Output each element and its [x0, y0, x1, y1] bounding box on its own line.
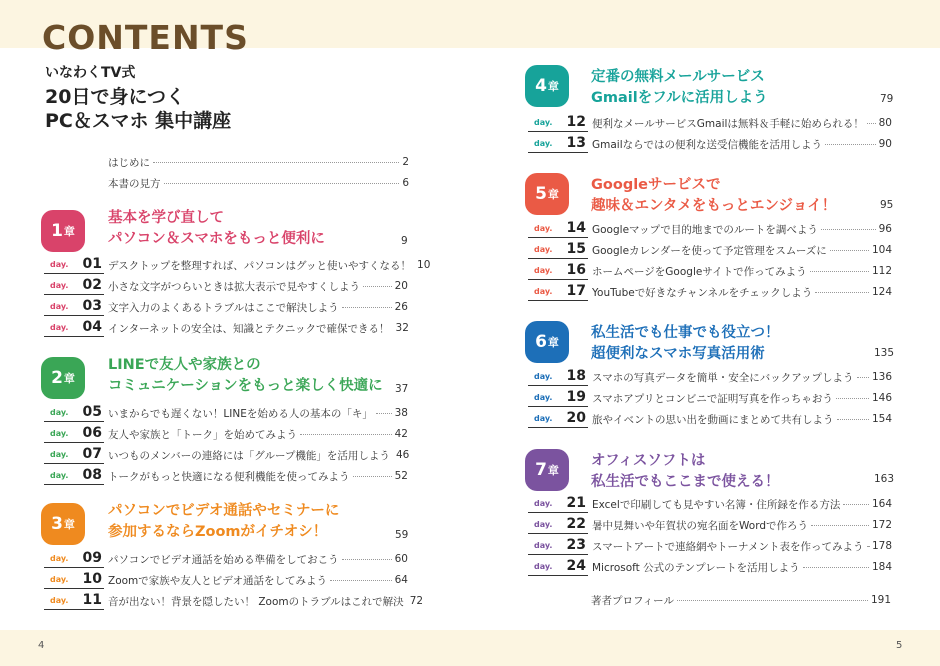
toc-entry-profile[interactable]: [591, 592, 891, 608]
chapter-page: 37: [395, 383, 409, 395]
chapter-number: 7: [535, 460, 547, 480]
entry-page: 10: [417, 259, 431, 271]
day-number: 12: [566, 114, 586, 130]
day-label: [528, 242, 588, 259]
dot-leader: [843, 504, 869, 505]
dot-leader: [342, 559, 392, 560]
entry-page: 72: [409, 595, 424, 607]
day-word: day.: [534, 393, 553, 402]
day-label: [528, 390, 588, 407]
entry-text: 旅やイベントの思い出を動画にまとめて共有しよう: [592, 413, 834, 426]
day-word: day.: [50, 408, 69, 417]
day-number: 23: [566, 537, 586, 553]
toc-entry-day[interactable]: [528, 263, 892, 279]
day-number: 05: [82, 404, 102, 420]
entry-page: 26: [394, 301, 408, 313]
book-title-line-2: 20日で身につく: [45, 86, 186, 108]
day-label: [44, 405, 104, 422]
day-label: [44, 426, 104, 443]
chapter-badge: [525, 449, 569, 491]
chapter-title-line-1: オフィスソフトは: [591, 453, 706, 469]
chapter-badge: [41, 210, 85, 252]
day-label: [528, 559, 588, 576]
day-word: day.: [534, 139, 553, 148]
day-label: [528, 517, 588, 534]
dot-leader: [811, 525, 869, 526]
chapter-title-line-1: 基本を学び直して: [108, 210, 224, 226]
day-label: [528, 263, 588, 280]
toc-entry-day[interactable]: [528, 221, 892, 237]
day-word: day.: [50, 450, 69, 459]
entry-page: 96: [878, 223, 892, 235]
chapter-title[interactable]: [591, 175, 836, 217]
chapter-suffix: 章: [63, 372, 75, 385]
chapter-badge: [525, 321, 569, 363]
day-word: day.: [50, 575, 69, 584]
chapter-number: 6: [535, 332, 547, 352]
day-word: day.: [534, 287, 553, 296]
entry-text: スマホの写真データを簡単・安全にバックアップしよう: [592, 371, 854, 384]
day-label: [528, 411, 588, 428]
day-number: 01: [82, 256, 102, 272]
day-word: day.: [534, 562, 553, 571]
entry-text: Excelで印刷しても見やすい名簿・住所録を作る方法: [592, 498, 841, 511]
chapter-title-line-2: Gmailをフルに活用しよう: [591, 90, 768, 106]
page-number-right: 5: [896, 640, 903, 651]
day-word: day.: [50, 596, 69, 605]
day-word: day.: [534, 266, 553, 275]
entry-text: はじめに: [108, 156, 150, 169]
chapter-title-line-2: コミュニケーションをもっと楽しく快適に: [108, 378, 383, 394]
toc-entry-day[interactable]: [528, 284, 892, 300]
entry-text: トークがもっと快適になる便利機能を使ってみよう: [108, 470, 350, 483]
chapter-title-line-2: 超便利なスマホ写真活用術: [591, 346, 765, 362]
chapter-number: 3: [51, 514, 63, 534]
entry-text: Zoomで家族や友人とビデオ通話をしてみよう: [108, 574, 328, 587]
dot-leader: [677, 600, 868, 601]
day-number: 18: [566, 368, 586, 384]
entry-text: ホームページをGoogleサイトで作ってみよう: [592, 265, 807, 278]
toc-entry-day[interactable]: [44, 551, 408, 567]
day-word: day.: [50, 302, 69, 311]
day-label: [44, 572, 104, 589]
entry-page: 104: [871, 244, 892, 256]
dot-leader: [857, 377, 869, 378]
toc-entry-day[interactable]: [44, 447, 408, 463]
day-number: 02: [82, 277, 102, 293]
chapter-page: 95: [880, 199, 894, 211]
chapter-page: 135: [874, 347, 895, 359]
entry-text: Microsoft 公式のテンプレートを活用しよう: [592, 561, 800, 574]
entry-page: 2: [402, 156, 409, 168]
day-label: [44, 593, 104, 610]
day-label: [44, 551, 104, 568]
chapter-title-line-1: LINEで友人や家族との: [108, 357, 261, 373]
dot-leader: [821, 229, 876, 230]
chapter-title[interactable]: [108, 355, 383, 397]
dot-leader: [810, 271, 869, 272]
entry-page: 172: [871, 519, 892, 531]
day-label: [44, 278, 104, 295]
dot-leader: [830, 250, 869, 251]
dot-leader: [867, 546, 869, 547]
entry-text: Googleマップで目的地までのルートを調べよう: [592, 223, 818, 236]
chapter-page: 59: [395, 529, 409, 541]
chapter-number: 4: [535, 76, 547, 96]
day-word: day.: [50, 323, 69, 332]
entry-page: 42: [394, 428, 408, 440]
chapter-suffix: 章: [547, 80, 559, 93]
entry-page: 6: [402, 177, 409, 189]
day-label: [528, 538, 588, 555]
chapter-title-line-1: 私生活でも仕事でも役立つ！: [591, 325, 780, 341]
entry-page: 146: [871, 392, 892, 404]
toc-entry-day[interactable]: [44, 320, 408, 336]
bottom-band: [0, 630, 940, 666]
entry-text: Googleカレンダーを使って予定管理をスムーズに: [592, 244, 827, 257]
day-number: 13: [566, 135, 586, 151]
chapter-title-line-2: 趣味＆エンタメをもっとエンジョイ！: [591, 198, 837, 214]
entry-text: 著者プロフィール: [591, 594, 674, 607]
day-word: day.: [534, 118, 553, 127]
day-label: [44, 320, 104, 337]
entry-page: 64: [394, 574, 408, 586]
dot-leader: [836, 398, 869, 399]
dot-leader: [363, 286, 392, 287]
chapter-title-line-2: 参加するならZoomがイチオシ！: [108, 524, 328, 540]
entry-text: 文字入力のよくあるトラブルはここで解決しよう: [108, 301, 339, 314]
day-word: day.: [534, 414, 553, 423]
entry-text: Gmailならではの便利な送受信機能を活用しよう: [592, 138, 823, 151]
day-label: [44, 468, 104, 485]
day-label: [44, 447, 104, 464]
entry-text: いつものメンバーの連絡には「グループ機能」を活用しよう: [108, 449, 390, 462]
day-word: day.: [534, 245, 553, 254]
day-number: 20: [566, 410, 586, 426]
chapter-suffix: 章: [547, 464, 559, 477]
day-number: 03: [82, 298, 102, 314]
day-word: day.: [534, 520, 553, 529]
day-label: [528, 369, 588, 386]
day-number: 15: [566, 241, 586, 257]
day-word: day.: [50, 471, 69, 480]
book-title-line-3: PC＆スマホ 集中講座: [45, 110, 232, 132]
day-word: day.: [50, 429, 69, 438]
chapter-suffix: 章: [63, 518, 75, 531]
chapter-title[interactable]: [591, 67, 768, 109]
entry-text: スマートアートで連絡網やトーナメント表を作ってみよう: [592, 540, 864, 553]
toc-entry-day[interactable]: [528, 538, 892, 554]
dot-leader: [803, 567, 869, 568]
chapter-suffix: 章: [547, 188, 559, 201]
toc-entry-day[interactable]: [44, 468, 408, 484]
chapter-title-line-2: パソコン＆スマホをもっと便利に: [108, 231, 325, 247]
day-number: 16: [566, 262, 586, 278]
chapter-page: 79: [880, 93, 894, 105]
toc-entry-day[interactable]: [528, 136, 892, 152]
toc-entry-how-to-read[interactable]: [108, 175, 409, 191]
day-word: day.: [50, 260, 69, 269]
day-number: 10: [82, 571, 102, 587]
chapter-badge: [525, 65, 569, 107]
entry-page: 80: [878, 117, 892, 129]
chapter-title[interactable]: [108, 208, 325, 250]
toc-entry-day[interactable]: [528, 115, 892, 131]
entry-page: 60: [394, 553, 408, 565]
chapter-page: 9: [401, 235, 408, 247]
toc-entry-day[interactable]: [44, 592, 424, 609]
chapter-suffix: 章: [63, 225, 75, 238]
entry-text: いまからでも遅くない！LINEを始める人の基本の「キ」: [108, 407, 373, 420]
chapter-title-line-2: 私生活でもここまで使える！: [591, 474, 780, 490]
entry-page: 52: [394, 470, 408, 482]
entry-text: 友人や家族と「トーク」を始めてみよう: [108, 428, 297, 441]
day-word: day.: [534, 224, 553, 233]
entry-page: 154: [871, 413, 892, 425]
day-number: 07: [82, 446, 102, 462]
chapter-title-line-1: 定番の無料メールサービス: [591, 69, 765, 85]
toc-entry-day[interactable]: [44, 572, 408, 588]
entry-text: 音が出ない！背景を隠したい！ Zoomのトラブルはこれで解決: [108, 595, 404, 608]
chapter-title[interactable]: [591, 323, 780, 365]
entry-page: 32: [395, 322, 409, 334]
toc-entry-day[interactable]: [44, 278, 408, 294]
chapter-title[interactable]: [591, 451, 780, 493]
day-number: 08: [82, 467, 102, 483]
chapter-number: 5: [535, 184, 547, 204]
toc-entry-day[interactable]: [44, 405, 408, 421]
entry-page: 112: [871, 265, 892, 277]
contents-heading: CONTENTS: [42, 18, 249, 57]
entry-page: 191: [870, 594, 891, 606]
dot-leader: [300, 434, 392, 435]
day-number: 21: [566, 495, 586, 511]
day-word: day.: [534, 541, 553, 550]
chapter-title-line-1: パソコンでビデオ通話やセミナーに: [108, 503, 340, 519]
entry-text: パソコンでビデオ通話を始める準備をしておこう: [108, 553, 339, 566]
entry-text: 小さな文字がつらいときは拡大表示で見やすくしよう: [108, 280, 360, 293]
toc-entry-intro[interactable]: [108, 154, 409, 170]
dot-leader: [164, 183, 400, 184]
toc-entry-day[interactable]: [528, 411, 892, 427]
day-label: [528, 136, 588, 153]
day-word: day.: [50, 554, 69, 563]
chapter-number: 1: [51, 221, 63, 241]
entry-text: デスクトップを整理すれば、パソコンはグッと使いやすくなる！: [108, 259, 412, 272]
dot-leader: [153, 162, 399, 163]
day-label: [44, 299, 104, 316]
toc-entry-day[interactable]: [528, 559, 892, 575]
day-number: 17: [566, 283, 586, 299]
day-label: [528, 115, 588, 132]
dot-leader: [825, 144, 876, 145]
day-word: day.: [50, 281, 69, 290]
entry-text: 本書の見方: [108, 177, 161, 190]
entry-page: 184: [871, 561, 892, 573]
page-number-left: 4: [38, 640, 45, 651]
day-label: [528, 496, 588, 513]
entry-text: インターネットの安全は、知識とテクニックで確保できる！: [108, 322, 390, 335]
toc-entry-day[interactable]: [528, 390, 892, 406]
day-number: 11: [82, 592, 102, 608]
entry-text: 便利なメールサービスGmailは無料＆手軽に始められる！: [592, 117, 864, 130]
chapter-badge: [525, 173, 569, 215]
entry-text: 暑中見舞いや年賀状の宛名面をWordで作ろう: [592, 519, 808, 532]
day-number: 22: [566, 516, 586, 532]
entry-page: 46: [395, 449, 410, 461]
dot-leader: [815, 292, 869, 293]
chapter-badge: [41, 503, 85, 545]
entry-page: 164: [871, 498, 892, 510]
toc-entry-day[interactable]: [528, 369, 892, 385]
dot-leader: [867, 123, 876, 124]
toc-entry-day[interactable]: [528, 517, 892, 533]
day-number: 06: [82, 425, 102, 441]
day-label: [528, 221, 588, 238]
day-word: day.: [534, 372, 553, 381]
toc-entry-day[interactable]: [44, 426, 408, 442]
book-title-line-1: いなわくTV式: [45, 65, 136, 81]
dot-leader: [353, 476, 392, 477]
chapter-suffix: 章: [547, 336, 559, 349]
entry-page: 124: [871, 286, 892, 298]
chapter-number: 2: [51, 368, 63, 388]
dot-leader: [330, 580, 392, 581]
entry-page: 178: [871, 540, 892, 552]
day-label: [528, 284, 588, 301]
day-label: [44, 257, 104, 274]
day-number: 24: [566, 558, 586, 574]
entry-page: 20: [394, 280, 408, 292]
day-number: 04: [82, 319, 102, 335]
chapter-title[interactable]: [108, 501, 339, 543]
chapter-title-line-1: Googleサービスで: [591, 177, 721, 193]
toc-entry-day[interactable]: [44, 256, 431, 273]
entry-text: スマホアプリとコンビニで証明写真を作っちゃおう: [592, 392, 833, 405]
toc-entry-day[interactable]: [528, 242, 892, 258]
day-number: 14: [566, 220, 586, 236]
entry-page: 90: [878, 138, 892, 150]
entry-page: 38: [394, 407, 408, 419]
entry-page: 136: [871, 371, 892, 383]
dot-leader: [837, 419, 869, 420]
day-number: 09: [82, 550, 102, 566]
dot-leader: [342, 307, 392, 308]
toc-entry-day[interactable]: [44, 299, 408, 315]
entry-text: YouTubeで好きなチャンネルをチェックしよう: [592, 286, 813, 299]
dot-leader: [376, 413, 392, 414]
chapter-badge: [41, 357, 85, 399]
day-number: 19: [566, 389, 586, 405]
day-word: day.: [534, 499, 553, 508]
toc-entry-day[interactable]: [528, 496, 892, 512]
chapter-page: 163: [874, 473, 895, 485]
